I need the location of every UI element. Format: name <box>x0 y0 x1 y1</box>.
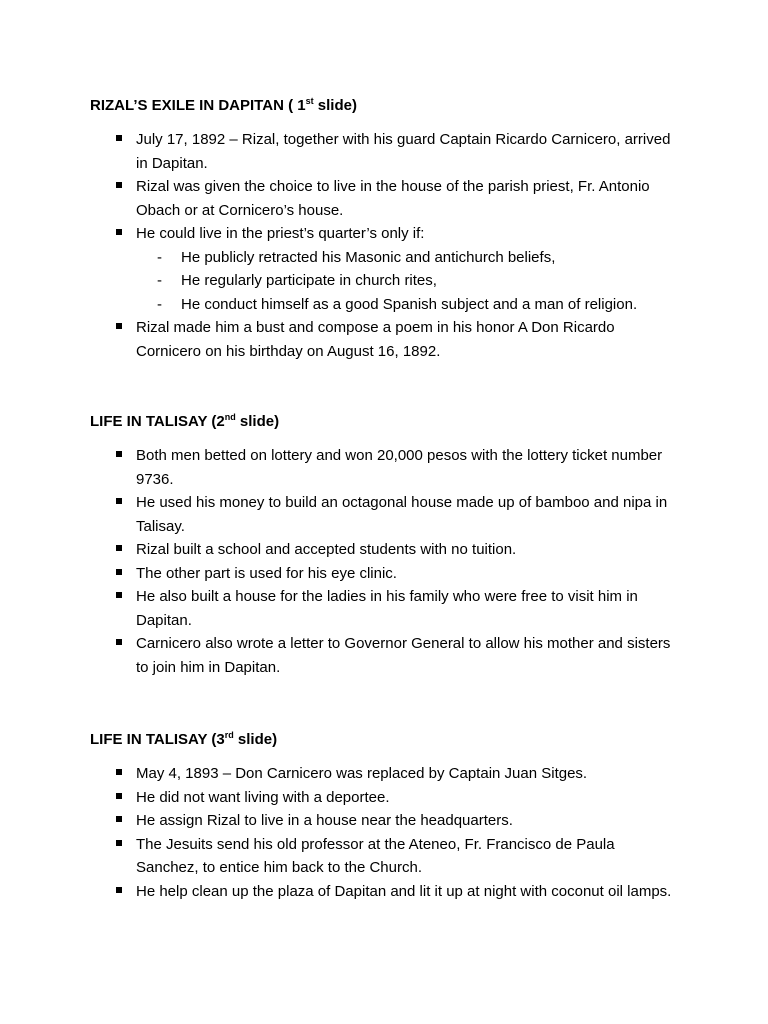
list-item: He help clean up the plaza of Dapitan and lit it up at night with coconut oil lamps. <box>0 880 676 904</box>
sub-list <box>136 246 676 317</box>
square-bullet-icon <box>116 545 122 551</box>
square-bullet-icon <box>116 135 122 141</box>
list-item: Rizal made him a bust and compose a poem in his honor A Don Ricardo Cornicero on his birthday on August 16, 1892. <box>0 316 676 363</box>
sub-list-item: - He publicly retracted his Masonic and antichurch beliefs, <box>136 246 676 270</box>
section-heading: LIFE IN TALISAY (2nd slide) <box>90 412 280 430</box>
square-bullet-icon <box>116 569 122 575</box>
dash-bullet-icon: - <box>157 295 162 313</box>
square-bullet-icon <box>116 498 122 504</box>
square-bullet-icon <box>116 323 122 329</box>
section-heading: RIZAL’S EXILE IN DAPITAN ( 1st slide) <box>90 96 357 114</box>
square-bullet-icon <box>116 639 122 645</box>
bullet-list <box>0 762 768 903</box>
dash-bullet-icon: - <box>157 272 162 289</box>
square-bullet-icon <box>116 451 122 457</box>
list-item: He did not want living with a deportee. <box>0 786 676 810</box>
list-item: Carnicero also wrote a letter to Governor General to allow his mother and sisters to join him in Dapitan. <box>0 632 676 679</box>
square-bullet-icon <box>116 769 122 775</box>
list-item: Both men betted on lottery and won 20,000 pesos with the lottery ticket number 9736. <box>0 444 676 491</box>
square-bullet-icon <box>116 182 122 188</box>
square-bullet-icon <box>116 887 122 893</box>
sub-list-item: - He conduct himself as a good Spanish subject and a man of religion. <box>136 293 676 317</box>
list-item: The Jesuits send his old professor at the Ateneo, Fr. Francisco de Paula Sanchez, to entice him back to the Church. <box>0 833 676 880</box>
square-bullet-icon <box>116 816 122 822</box>
list-item: The other part is used for his eye clinic. <box>0 562 676 586</box>
list-item: Rizal was given the choice to live in the house of the parish priest, Fr. Antonio Obach or at Cornicero’s house. <box>0 175 676 222</box>
dash-bullet-icon: - <box>157 248 162 266</box>
list-item: He could live in the priest’s quarter’s only if: - He publicly retracted his Masonic and antichurch beliefs, - He regularly participate in church rites, - He conduct himself as a good Spanish subject and a man of religion. <box>0 222 676 316</box>
list-item: He used his money to build an octagonal house made up of bamboo and nipa in Talisay. <box>0 491 676 538</box>
square-bullet-icon <box>116 793 122 799</box>
bullet-list <box>0 128 768 363</box>
section-heading: LIFE IN TALISAY (3rd slide) <box>90 730 278 748</box>
square-bullet-icon <box>116 229 122 235</box>
list-item: July 17, 1892 – Rizal, together with his guard Captain Ricardo Carnicero, arrived in Dapitan. <box>0 128 676 175</box>
bullet-list <box>0 444 768 679</box>
list-item: Rizal built a school and accepted students with no tuition. <box>0 538 676 562</box>
list-item: He also built a house for the ladies in his family who were free to visit him in Dapitan. <box>0 585 676 632</box>
sub-list-item: - He regularly participate in church rites, <box>136 269 676 293</box>
square-bullet-icon <box>116 592 122 598</box>
square-bullet-icon <box>116 840 122 846</box>
list-item: He assign Rizal to live in a house near the headquarters. <box>0 809 676 833</box>
list-item: May 4, 1893 – Don Carnicero was replaced by Captain Juan Sitges. <box>0 762 676 786</box>
